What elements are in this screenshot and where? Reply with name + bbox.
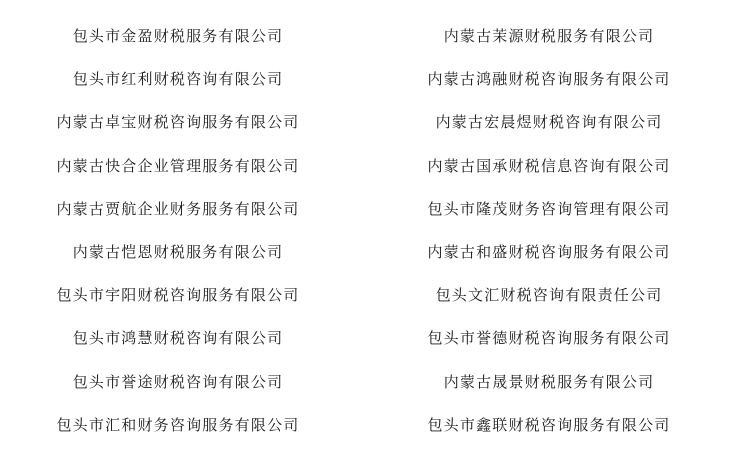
company-name: 内蒙古贾航企业财务服务有限公司 <box>56 199 300 218</box>
company-name: 包头市宇阳财税咨询服务有限公司 <box>56 286 300 305</box>
company-name: 包头市鑫联财税咨询服务有限公司 <box>427 415 671 434</box>
left-column <box>0 15 356 447</box>
company-name: 内蒙古恺恩财税服务有限公司 <box>72 242 284 261</box>
company-name: 内蒙古鸿融财税咨询服务有限公司 <box>427 70 671 89</box>
company-name: 内蒙古快合企业管理服务有限公司 <box>56 156 300 175</box>
company-name: 包头市誉德财税咨询服务有限公司 <box>427 329 671 348</box>
company-name: 包头市汇和财务咨询服务有限公司 <box>56 415 300 434</box>
company-name: 内蒙古晟景财税服务有限公司 <box>443 372 655 391</box>
company-name: 包头市金盈财税服务有限公司 <box>72 27 284 45</box>
company-name: 内蒙古卓宝财税咨询服务有限公司 <box>56 113 300 132</box>
company-name: 内蒙古宏晨煜财税咨询有限公司 <box>435 113 663 132</box>
company-name: 内蒙古国承财税信息咨询有限公司 <box>427 156 671 175</box>
company-list <box>0 15 734 447</box>
right-column <box>356 15 712 447</box>
company-name: 包头市红利财税咨询有限公司 <box>72 70 284 89</box>
company-name: 内蒙古茉源财税服务有限公司 <box>443 27 655 45</box>
company-name: 包头文汇财税咨询有限责任公司 <box>435 286 663 305</box>
company-name: 包头市誉途财税咨询有限公司 <box>72 372 284 391</box>
company-name: 内蒙古和盛财税咨询服务有限公司 <box>427 242 671 261</box>
company-name: 包头市鸿慧财税咨询有限公司 <box>72 329 284 348</box>
company-name: 包头市隆茂财务咨询管理有限公司 <box>427 199 671 218</box>
